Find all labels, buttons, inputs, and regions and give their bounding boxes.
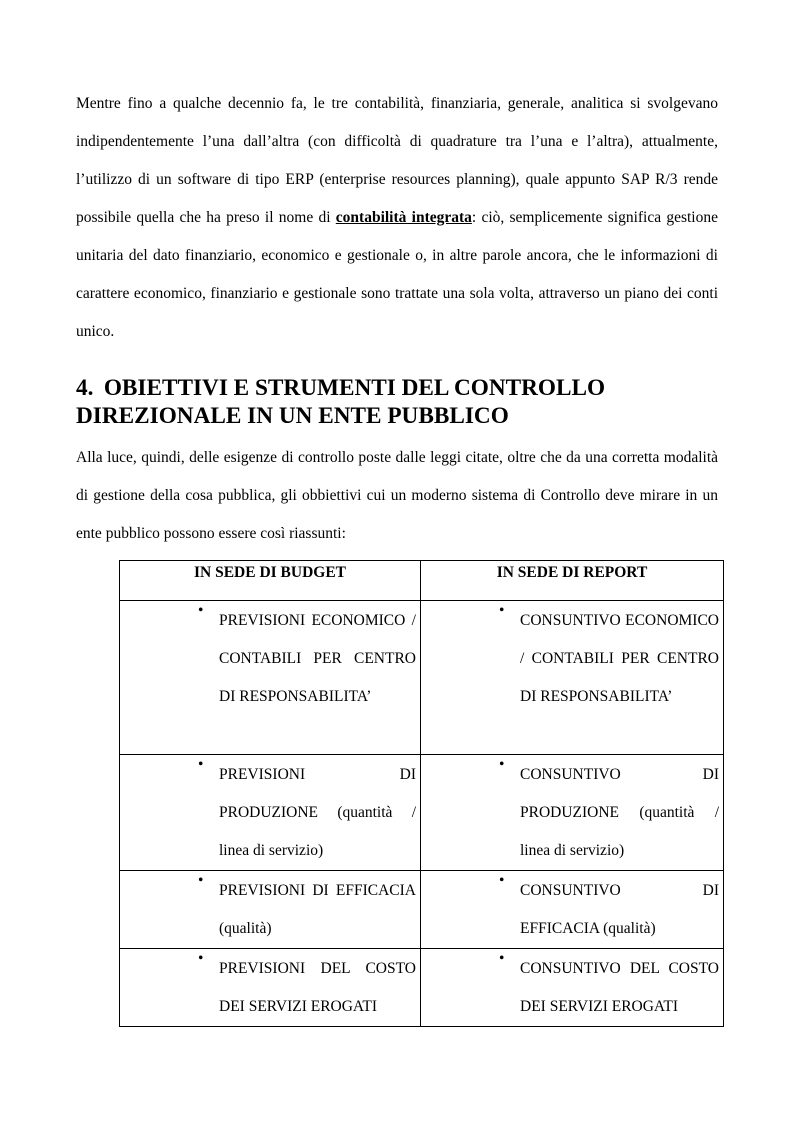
table-header-row (120, 561, 724, 601)
bullet-icon: • (198, 756, 204, 773)
cell-text: PREVISIONI DEL COSTO DEI SERVIZI EROGATI (219, 960, 416, 1015)
objectives-table (119, 560, 724, 1027)
bullet-icon: • (198, 602, 204, 619)
cell-text: CONSUNTIVO DI PRODUZIONE (quantità / linea di servizio) (520, 766, 719, 859)
bullet-icon: • (499, 950, 505, 967)
table-cell (120, 601, 421, 755)
paragraph-contabilita (76, 85, 718, 351)
header-report: IN SEDE DI REPORT (421, 561, 724, 601)
table-cell (421, 871, 724, 949)
cell-text: CONSUNTIVO ECONOMICO / CONTABILI PER CENTRO DI RESPONSABILITA’ (520, 612, 719, 705)
section-number: 4. (76, 375, 94, 401)
header-budget: IN SEDE DI BUDGET (120, 561, 421, 601)
table-cell (120, 949, 421, 1027)
bullet-icon: • (198, 872, 204, 889)
table-cell (421, 601, 724, 755)
table-cell (421, 949, 724, 1027)
bullet-icon: • (499, 602, 505, 619)
cell-text: CONSUNTIVO DI EFFICACIA (qualità) (520, 882, 719, 937)
table-cell (421, 755, 724, 871)
cell-text: PREVISIONI DI EFFICACIA (qualità) (219, 882, 416, 937)
emphasis-contabilita-integrata: contabilità integrata (335, 209, 472, 226)
bullet-icon: • (499, 756, 505, 773)
bullet-icon: • (499, 872, 505, 889)
table-cell (120, 871, 421, 949)
bullet-icon: • (198, 950, 204, 967)
cell-text: CONSUNTIVO DEL COSTO DEI SERVIZI EROGATI (520, 960, 719, 1015)
paragraph-text: Mentre fino a qualche decennio fa, le tre contabilità, finanziaria, generale, analitica si svolgevano indipendentemente l’una dall’altra (con difficoltà di quadrature tra l’una e l’altra), attualmente, l’utilizzo di un software di tipo ERP (enterprise resources planning), quale appunto SAP R/3 rende possibile quella che ha preso il nome di (76, 95, 718, 226)
table-row (120, 949, 724, 1027)
cell-text: PREVISIONI DI PRODUZIONE (quantità / linea di servizio) (219, 766, 416, 859)
table-row (120, 871, 724, 949)
section-heading (76, 374, 676, 430)
paragraph-text: : ciò, semplicemente significa gestione unitaria del dato finanziario, economico e gestionale o, in altre parole ancora, che le informazioni di carattere economico, finanziario e gestionale sono trattate una sola volta, attraverso un piano dei conti unico. (76, 209, 718, 340)
cell-text: PREVISIONI ECONOMICO / CONTABILI PER CENTRO DI RESPONSABILITA’ (219, 612, 416, 705)
section-title: OBIETTIVI E STRUMENTI DEL CONTROLLO DIREZIONALE IN UN ENTE PUBBLICO (76, 375, 606, 429)
paragraph-obiettivi: Alla luce, quindi, delle esigenze di controllo poste dalle leggi citate, oltre che da una corretta modalità di gestione della cosa pubblica, gli obbiettivi cui un moderno sistema di Controllo deve mirare in un ente pubblico possono essere così riassunti: (76, 449, 718, 542)
table-cell (120, 755, 421, 871)
table-row (120, 601, 724, 755)
table-row (120, 755, 724, 871)
